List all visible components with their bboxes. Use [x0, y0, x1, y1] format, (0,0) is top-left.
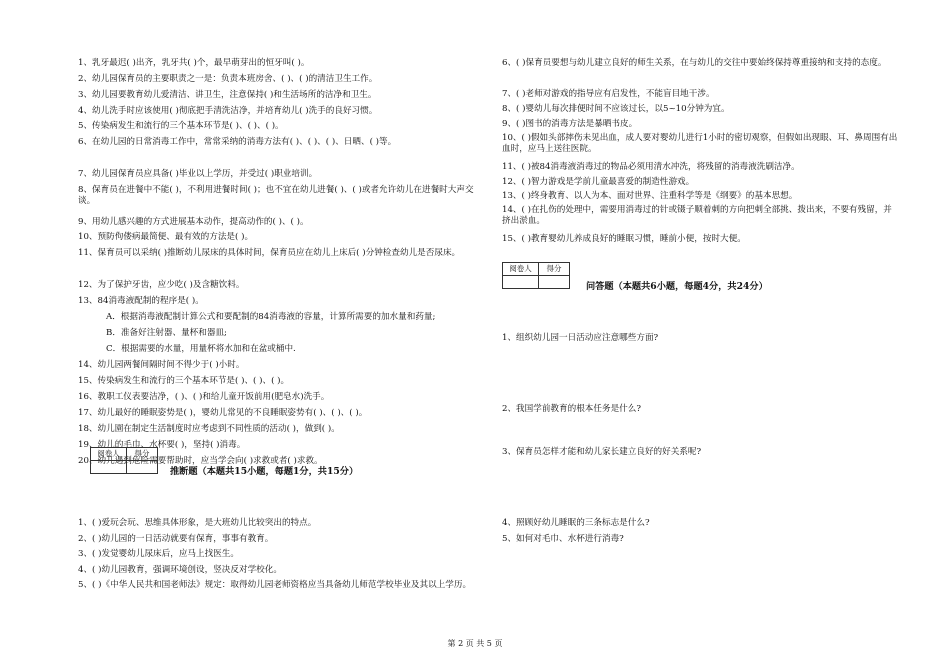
blank-item-13-option-a: A．根据消毒液配制计算公式和要配制的84消毒液的容量，计算所需要的加水量和药量;	[106, 312, 436, 322]
qa-item-5: 5、如何对毛巾、水杯进行消毒?	[502, 534, 624, 544]
blank-item-14: 14、幼儿园两餐间隔时间不得少于( )小时。	[78, 360, 245, 370]
blank-item-9: 9、用幼儿感兴趣的方式进展基本动作，提高动作的( )、( )。	[78, 217, 309, 227]
score-cell	[539, 276, 570, 289]
blank-item-17: 17、幼儿最好的睡眠姿势是( )，婴幼儿常见的不良睡眠姿势有( )、( )、( )。	[78, 408, 368, 418]
judge-item-10: 10、( )假如头部摔伤未见出血，成人要对婴幼儿进行1小时的密切观察，但假如出现眼、耳、鼻周围有出血时，应马上送往医院。	[502, 133, 898, 154]
score-box-judge	[90, 447, 158, 474]
judge-item-12: 12、( )智力游戏是学前儿童最喜爱的制造性游戏。	[502, 177, 695, 187]
blank-item-13-option-b: B．准备好注射器、量杯和器皿;	[106, 328, 227, 338]
score-label: 得分	[127, 448, 158, 461]
judge-item-15: 15、( )教育婴幼儿养成良好的睡眠习惯，睡前小便，按时大便。	[502, 234, 746, 244]
qa-item-3: 3、保育员怎样才能和幼儿家长建立良好的好关系呢?	[502, 447, 702, 457]
judge-item-7: 7、( )老师对游戏的指导应有启发性，不能盲目地干涉。	[502, 89, 715, 99]
blank-item-2: 2、幼儿园保育员的主要职责之一是：负责本班房舍、( )、( )的清洁卫生工作。	[78, 74, 378, 84]
judge-item-4: 4、( )幼儿园教育，强调环境创设，竖决反对学校化。	[78, 565, 282, 575]
judge-item-5: 5、( )《中华人民共和国老师法》规定：取得幼儿园老师资格应当具备幼儿师范学校毕业及其以上学历。	[78, 580, 472, 590]
blank-item-11: 11、保育员可以采纳( )推断幼儿尿床的具体时间，保育员应在幼儿上床后( )分钟检查幼儿是否尿床。	[78, 248, 461, 258]
reviewer-label: 阅卷人	[503, 263, 539, 276]
blank-item-4: 4、幼儿洗手时应该使用( )彻底把手清洗洁净，并培育幼儿( )洗手的良好习惯。	[78, 106, 378, 116]
blank-item-15: 15、传染病发生和流行的三个基本环节是( )、( )、( )。	[78, 376, 290, 386]
judge-item-8: 8、( )婴幼儿每次排便时间不应该过长，以5~10分钟为宜。	[502, 104, 730, 114]
judge-item-2: 2、( )幼儿园的一日活动就要有保育，事事有教育。	[78, 534, 274, 544]
reviewer-label: 阅卷人	[91, 448, 127, 461]
qa-item-4: 4、照顾好幼儿睡眠的三条标志是什么?	[502, 518, 650, 528]
blank-item-18: 18、幼儿園在制定生活制度时应考虑到不同性质的活动( )，做到( )。	[78, 424, 340, 434]
judge-item-11: 11、( )被84消毒液消毒过的物品必须用清水冲洗，将残留的消毒液洗刷洁净。	[502, 162, 800, 172]
score-label: 得分	[539, 263, 570, 276]
blank-item-10: 10、预防佝偻病最简便、最有效的方法是( )。	[78, 232, 254, 242]
blank-item-20: 20、幼儿遇到危险需要帮助时，应当学会向( )求救或者( )求救。	[78, 456, 323, 466]
judge-item-1: 1、( )爱玩会玩、思维具体形象，是大班幼儿比较突出的特点。	[78, 518, 317, 528]
qa-item-1: 1、组织幼儿园一日活动应注意哪些方面?	[502, 333, 659, 343]
blank-item-7: 7、幼儿园保育员应具备( )毕业以上学历，并受过( )职业培训。	[78, 169, 318, 179]
blank-item-1: 1、乳牙最迟( )出齐，乳牙共( )个，最早萌芽出的恒牙叫( )。	[78, 58, 310, 68]
score-cell	[127, 461, 158, 474]
reviewer-cell	[503, 276, 539, 289]
reviewer-cell	[91, 461, 127, 474]
page-number: 第 2 页 共 5 页	[447, 639, 503, 648]
qa-section-heading: 问答题（本题共6小题，每题4分，共24分）	[586, 281, 768, 292]
judge-item-13: 13、( )终身教育、以人为本、面对世界、注重科学等是《纲要》的基本思想。	[502, 191, 798, 201]
blank-item-3: 3、幼儿园要教育幼儿爱清洁、讲卫生，注意保持( )和生活场所的洁净和卫生。	[78, 90, 377, 100]
blank-item-5: 5、传染病发生和流行的三个基本环节是( )、( )、( )。	[78, 121, 284, 131]
judge-item-14: 14、( )在扎伤的处理中，需要用消毒过的针或镊子顺着刺的方向把刺全部挑、拨出来，不要有残留，并挤出淤血。	[502, 205, 892, 226]
score-box-qa	[502, 262, 570, 289]
qa-item-2: 2、我国学前教育的根本任务是什么?	[502, 404, 641, 414]
judge-item-6: 6、( )保育员要想与幼儿建立良好的师生关系，在与幼儿的交往中要始终保持尊重接纳和支持的态度。	[502, 58, 887, 68]
blank-item-16: 16、教职工仪表要洁净，( )、( )和给儿童开饭前用(肥皂水)洗手。	[78, 392, 330, 402]
blank-item-13-option-c: C．根据需要的水量，用量杯将水加和在盆或桶中.	[106, 344, 296, 354]
judge-section-heading: 推断题（本题共15小题，每题1分，共15分）	[170, 466, 359, 477]
judge-item-9: 9、( )图书的消毒方法是暴晒书皮。	[502, 119, 638, 129]
blank-item-8: 8、保育员在进餐中不能( )，不利用进餐时间( )；也不宜在幼儿进餐( )、( )或者允许幼儿在进餐时大声交谈。	[78, 185, 474, 206]
blank-item-13: 13、84消毒液配制的程序是( )。	[78, 296, 204, 306]
blank-item-6: 6、在幼儿园的日常消毒工作中，常常采纳的消毒方法有( )、( )、( )、日晒、( )等。	[78, 137, 397, 147]
judge-item-3: 3、( )发觉婴幼儿尿床后，应马上找医生。	[78, 549, 239, 559]
blank-item-19: 19、幼儿的毛巾、水杯要( )，坚持( )消毒。	[78, 440, 246, 450]
blank-item-12: 12、为了保护牙齿，应少吃( )及含糖饮料。	[78, 280, 245, 290]
